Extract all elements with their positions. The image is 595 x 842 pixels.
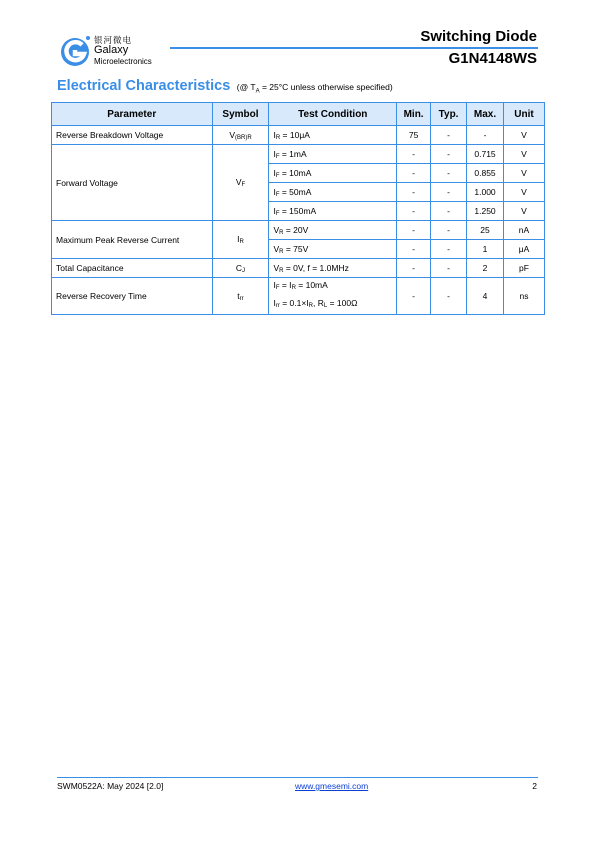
page-number: 2 xyxy=(532,781,537,791)
column-header: Test Condition xyxy=(269,103,397,126)
parameter-cell: Maximum Peak Reverse Current xyxy=(52,221,213,259)
symbol-cell: $C_J$ xyxy=(212,259,269,278)
table-row xyxy=(52,259,545,278)
max-cell: - xyxy=(467,126,504,145)
max-cell: 25 xyxy=(467,221,504,240)
parameter-cell: Total Capacitance xyxy=(52,259,213,278)
typ-cell: - xyxy=(431,221,467,240)
unit-cell: V xyxy=(504,164,545,183)
symbol-cell: $I_R$ xyxy=(212,221,269,259)
symbol-cell: $t_{rr}$ xyxy=(212,278,269,315)
typ-cell: - xyxy=(431,145,467,164)
table-row xyxy=(52,126,545,145)
typ-cell: - xyxy=(431,278,467,315)
typ-cell: - xyxy=(431,126,467,145)
max-cell: 0.715 xyxy=(467,145,504,164)
min-cell: - xyxy=(397,145,431,164)
condition-cell: $I_F = 1mA$ xyxy=(269,145,397,164)
footer-rule xyxy=(57,777,538,778)
min-cell: - xyxy=(397,240,431,259)
galaxy-logo-icon xyxy=(58,33,92,69)
table-row xyxy=(52,221,545,240)
typ-cell: - xyxy=(431,259,467,278)
symbol-cell: $V_{(BR)R}$ xyxy=(212,126,269,145)
condition-line: $I_F = I_R = 10mA$ xyxy=(273,280,328,291)
min-cell: - xyxy=(397,202,431,221)
document-id: SWM0522A: May 2024 [2.0] xyxy=(57,781,164,791)
symbol-cell: $V_F$ xyxy=(212,145,269,221)
max-cell: 2 xyxy=(467,259,504,278)
max-cell: 4 xyxy=(467,278,504,315)
condition-cell: $I_F = 50mA$ xyxy=(269,183,397,202)
min-cell: - xyxy=(397,259,431,278)
min-cell: - xyxy=(397,221,431,240)
condition-cell: $V_R = 0V$, f = 1.0MHz xyxy=(269,259,397,278)
parameter-cell: Forward Voltage xyxy=(52,145,213,221)
unit-cell: V xyxy=(504,202,545,221)
column-header: Symbol xyxy=(212,103,269,126)
parameter-cell: Reverse Recovery Time xyxy=(52,278,213,315)
min-cell: - xyxy=(397,183,431,202)
condition-cell xyxy=(269,278,397,315)
max-cell: 1.250 xyxy=(467,202,504,221)
column-header: Max. xyxy=(467,103,504,126)
condition-cell: $V_R = 20V$ xyxy=(269,221,397,240)
unit-cell: pF xyxy=(504,259,545,278)
unit-cell: ns xyxy=(504,278,545,315)
max-cell: 1 xyxy=(467,240,504,259)
column-header: Typ. xyxy=(431,103,467,126)
max-cell: 0.855 xyxy=(467,164,504,183)
max-cell: 1.000 xyxy=(467,183,504,202)
unit-cell: nA xyxy=(504,221,545,240)
electrical-characteristics-table xyxy=(51,102,545,315)
part-number: G1N4148WS xyxy=(448,50,537,67)
condition-cell: $I_F = 150mA$ xyxy=(269,202,397,221)
condition-cell: $I_R = 10\mu A$ xyxy=(269,126,397,145)
document-title: Switching Diode xyxy=(420,28,537,45)
website-link[interactable]: www.gmesemi.com xyxy=(295,781,369,791)
min-cell: - xyxy=(397,278,431,315)
min-cell: - xyxy=(397,164,431,183)
min-cell: 75 xyxy=(397,126,431,145)
table-row xyxy=(52,278,545,315)
unit-cell: V xyxy=(504,145,545,164)
parameter-cell: Reverse Breakdown Voltage xyxy=(52,126,213,145)
typ-cell: - xyxy=(431,240,467,259)
table-row xyxy=(52,145,545,164)
section-title: Electrical Characteristics xyxy=(57,78,231,94)
table-header-row xyxy=(52,103,545,126)
brand-name-chinese: 银河微电 xyxy=(94,35,133,45)
brand-name: Galaxy xyxy=(94,44,129,56)
condition-cell: $V_R = 75V$ xyxy=(269,240,397,259)
section-heading xyxy=(57,77,393,95)
unit-cell: V xyxy=(504,183,545,202)
brand-subtitle: Microelectronics xyxy=(94,57,152,66)
column-header: Unit xyxy=(504,103,545,126)
unit-cell: V xyxy=(504,126,545,145)
section-conditions-note: (@ $T_A = 25^\circ C$ unless otherwise specified) xyxy=(236,82,393,95)
condition-cell: $I_F = 10mA$ xyxy=(269,164,397,183)
typ-cell: - xyxy=(431,183,467,202)
column-header: Parameter xyxy=(52,103,213,126)
condition-line: $I_{rr} = 0.1\times I_R$, $R_L = 100\Omega$ xyxy=(273,298,358,309)
typ-cell: - xyxy=(431,164,467,183)
header-rule xyxy=(170,47,538,49)
unit-cell: μA xyxy=(504,240,545,259)
typ-cell: - xyxy=(431,202,467,221)
company-logo xyxy=(58,33,178,69)
column-header: Min. xyxy=(397,103,431,126)
